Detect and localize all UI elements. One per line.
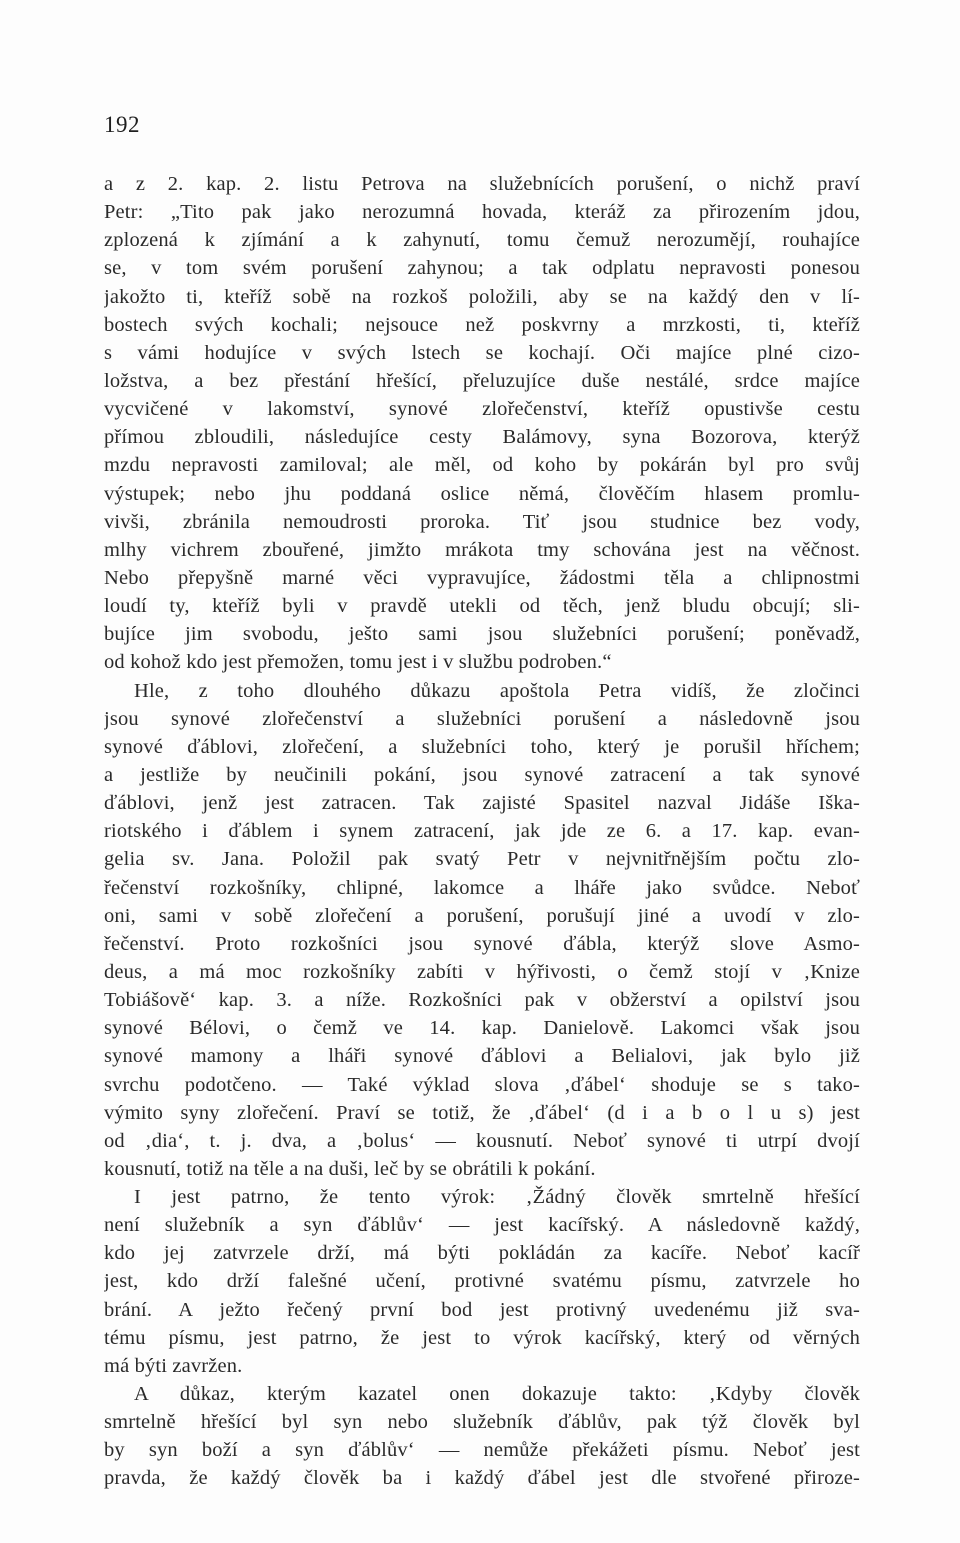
text-line: deus, a má moc rozkošníky zabíti v hýřivosti, o čemž stojí v ‚Knize [104,960,860,983]
text-line: jsou synové zlořečenství a služebníci porušení a následovně jsou [104,707,860,730]
text-line: s vámi hodujíce v svých lstech se kochají. Oči majíce plné cizo- [104,341,860,364]
text-line: jakožto ti, kteříž sobě na rozkoš položili, aby se na každý den v lí- [104,285,860,308]
text-line: Hle, z toho dlouhého důkazu apoštola Petra vidíš, že zločinci [134,679,860,702]
text-line: mzdu nepravosti zamiloval; ale měl, od koho by pokárán byl pro svůj [104,454,860,477]
text-line: výstupek; nebo jhu poddaná oslice němá, člověčím hlasem promlu- [104,482,860,505]
text-line: Nebo přepyšně marné věci vypravujíce, žádostmi těla a chlipnostmi [104,566,860,589]
text-line: riotského i ďáblem i synem zatracení, jak jde ze 6. a 17. kap. evan- [104,820,860,843]
text-line: řečenství rozkošníky, chlipné, lakomce a lháře jako svůdce. Neboť [104,876,860,899]
text-line: svrchu podotčeno. — Také výklad slova ‚ďábel‘ shoduje se s tako- [104,1073,860,1096]
text-line: synové mamony a lháři synové ďáblovi a Belialovi, jak bylo již [104,1045,860,1068]
text-line: bujíce jim svobodu, ješto sami jsou služebníci porušení; poněvadž, [104,623,860,646]
text-line: pravda, že každý člověk ba i každý ďábel jest dle stvořené přiroze- [104,1467,860,1490]
text-line: Petr: „Tito pak jako nerozumná hovada, kteráž za přirozením jdou, [104,201,860,224]
text-line: synové Bélovi, o čemž ve 14. kap. Danielově. Lakomci však jsou [104,1017,860,1040]
text-line: má býti zavržen. [104,1354,243,1377]
text-line: loudí ty, kteříž byli v pravdě utekli od těch, jenž bludu obcují; sli- [104,595,860,618]
text-line: kdo jej zatvrzele drží, má býti pokládán za kacíře. Neboť kacíř [104,1242,860,1265]
text-line: řečenství. Proto rozkošníci jsou synové ďábla, kterýž slove Asmo- [104,932,860,955]
text-line: není služebník a syn ďáblův‘ — jest kacířský. A následovně každý, [104,1214,860,1237]
page-number: 192 [104,112,140,137]
text-line: vycvičené v lakomství, synové zlořečenství, kteříž opustivše cestu [104,398,860,421]
text-line: synové ďáblovi, zlořečení, a služebníci toho, který je porušil hříchem; [104,735,860,758]
text-line: a jestliže by neučinili pokání, jsou synové zatracení a tak synové [104,763,860,786]
text-line: smrtelně hřešící byl syn nebo služebník ďáblův, pak týž člověk byl [104,1411,860,1434]
text-line: tému písmu, jest patrno, že jest to výrok kacířský, který od věrných [104,1326,860,1349]
text-line: od ‚dia‘, t. j. dva, a ‚bolus‘ — kousnutí. Neboť synové ti utrpí dvojí [104,1129,860,1152]
text-line: by syn boží a syn ďáblův‘ — nemůže překážeti písmu. Neboť jest [104,1439,860,1462]
text-line: brání. A ježto řečený první bod jest protivný uvedenému již sva- [104,1298,860,1321]
text-line: oni, sami v sobě zlořečení a porušení, porušují jiné a uvodí v zlo- [104,904,860,927]
text-line: ďáblovi, jenž jest zatracen. Tak zajisté Spasitel nazval Jidáše Iška- [104,792,860,815]
text-line: kousnutí, totiž na těle a na duši, leč by se obrátili k pokání. [104,1157,596,1180]
text-line: A důkaz, kterým kazatel onen dokazuje takto: ‚Kdyby člověk [134,1383,860,1406]
text-line: I jest patrno, že tento výrok: ‚Žádný člověk smrtelně hřešící [134,1186,860,1209]
text-line: mlhy vichrem zbouřené, jimžto mrákota tmy schována jest na věčnost. [104,538,860,561]
text-line: gelia sv. Jana. Položil pak svatý Petr v nejvnitřnějším počtu zlo- [104,848,860,871]
text-line: od kohož kdo jest přemožen, tomu jest i v službu podroben.“ [104,651,612,674]
text-line: výmito syny zlořečení. Praví se totiž, že ‚ďábel‘ (d i a b o l u s) jest [104,1101,860,1124]
body-text [104,170,860,1493]
text-line: jest, kdo drží falešné učení, protivné svatému písmu, zatvrzele ho [104,1270,860,1293]
text-line: zplozená k zjímání a k zahynutí, tomu čemuž nerozumějí, rouhajíce [104,229,860,252]
text-line: bostech svých kochali; nejsouce než poskvrny a mrzkosti, ti, kteříž [104,313,860,336]
text-line: ložstva, a bez přestání hřešící, přeluzujíce duše nestálé, srdce majíce [104,369,860,392]
text-line: a z 2. kap. 2. listu Petrova na služebnících porušení, o nichž praví [104,173,860,195]
text-line: přímou zbloudili, následujíce cesty Balámovy, syna Bozorova, kterýž [104,426,860,449]
text-line: vivši, zbránila nemoudrosti proroka. Tiť jsou studnice bez vody, [104,510,860,533]
text-line: Tobiášově‘ kap. 3. a níže. Rozkošníci pak v obžerství a opilství jsou [104,989,860,1012]
text-line: se, v tom svém porušení zahynou; a tak odplatu nepravosti ponesou [104,257,860,280]
